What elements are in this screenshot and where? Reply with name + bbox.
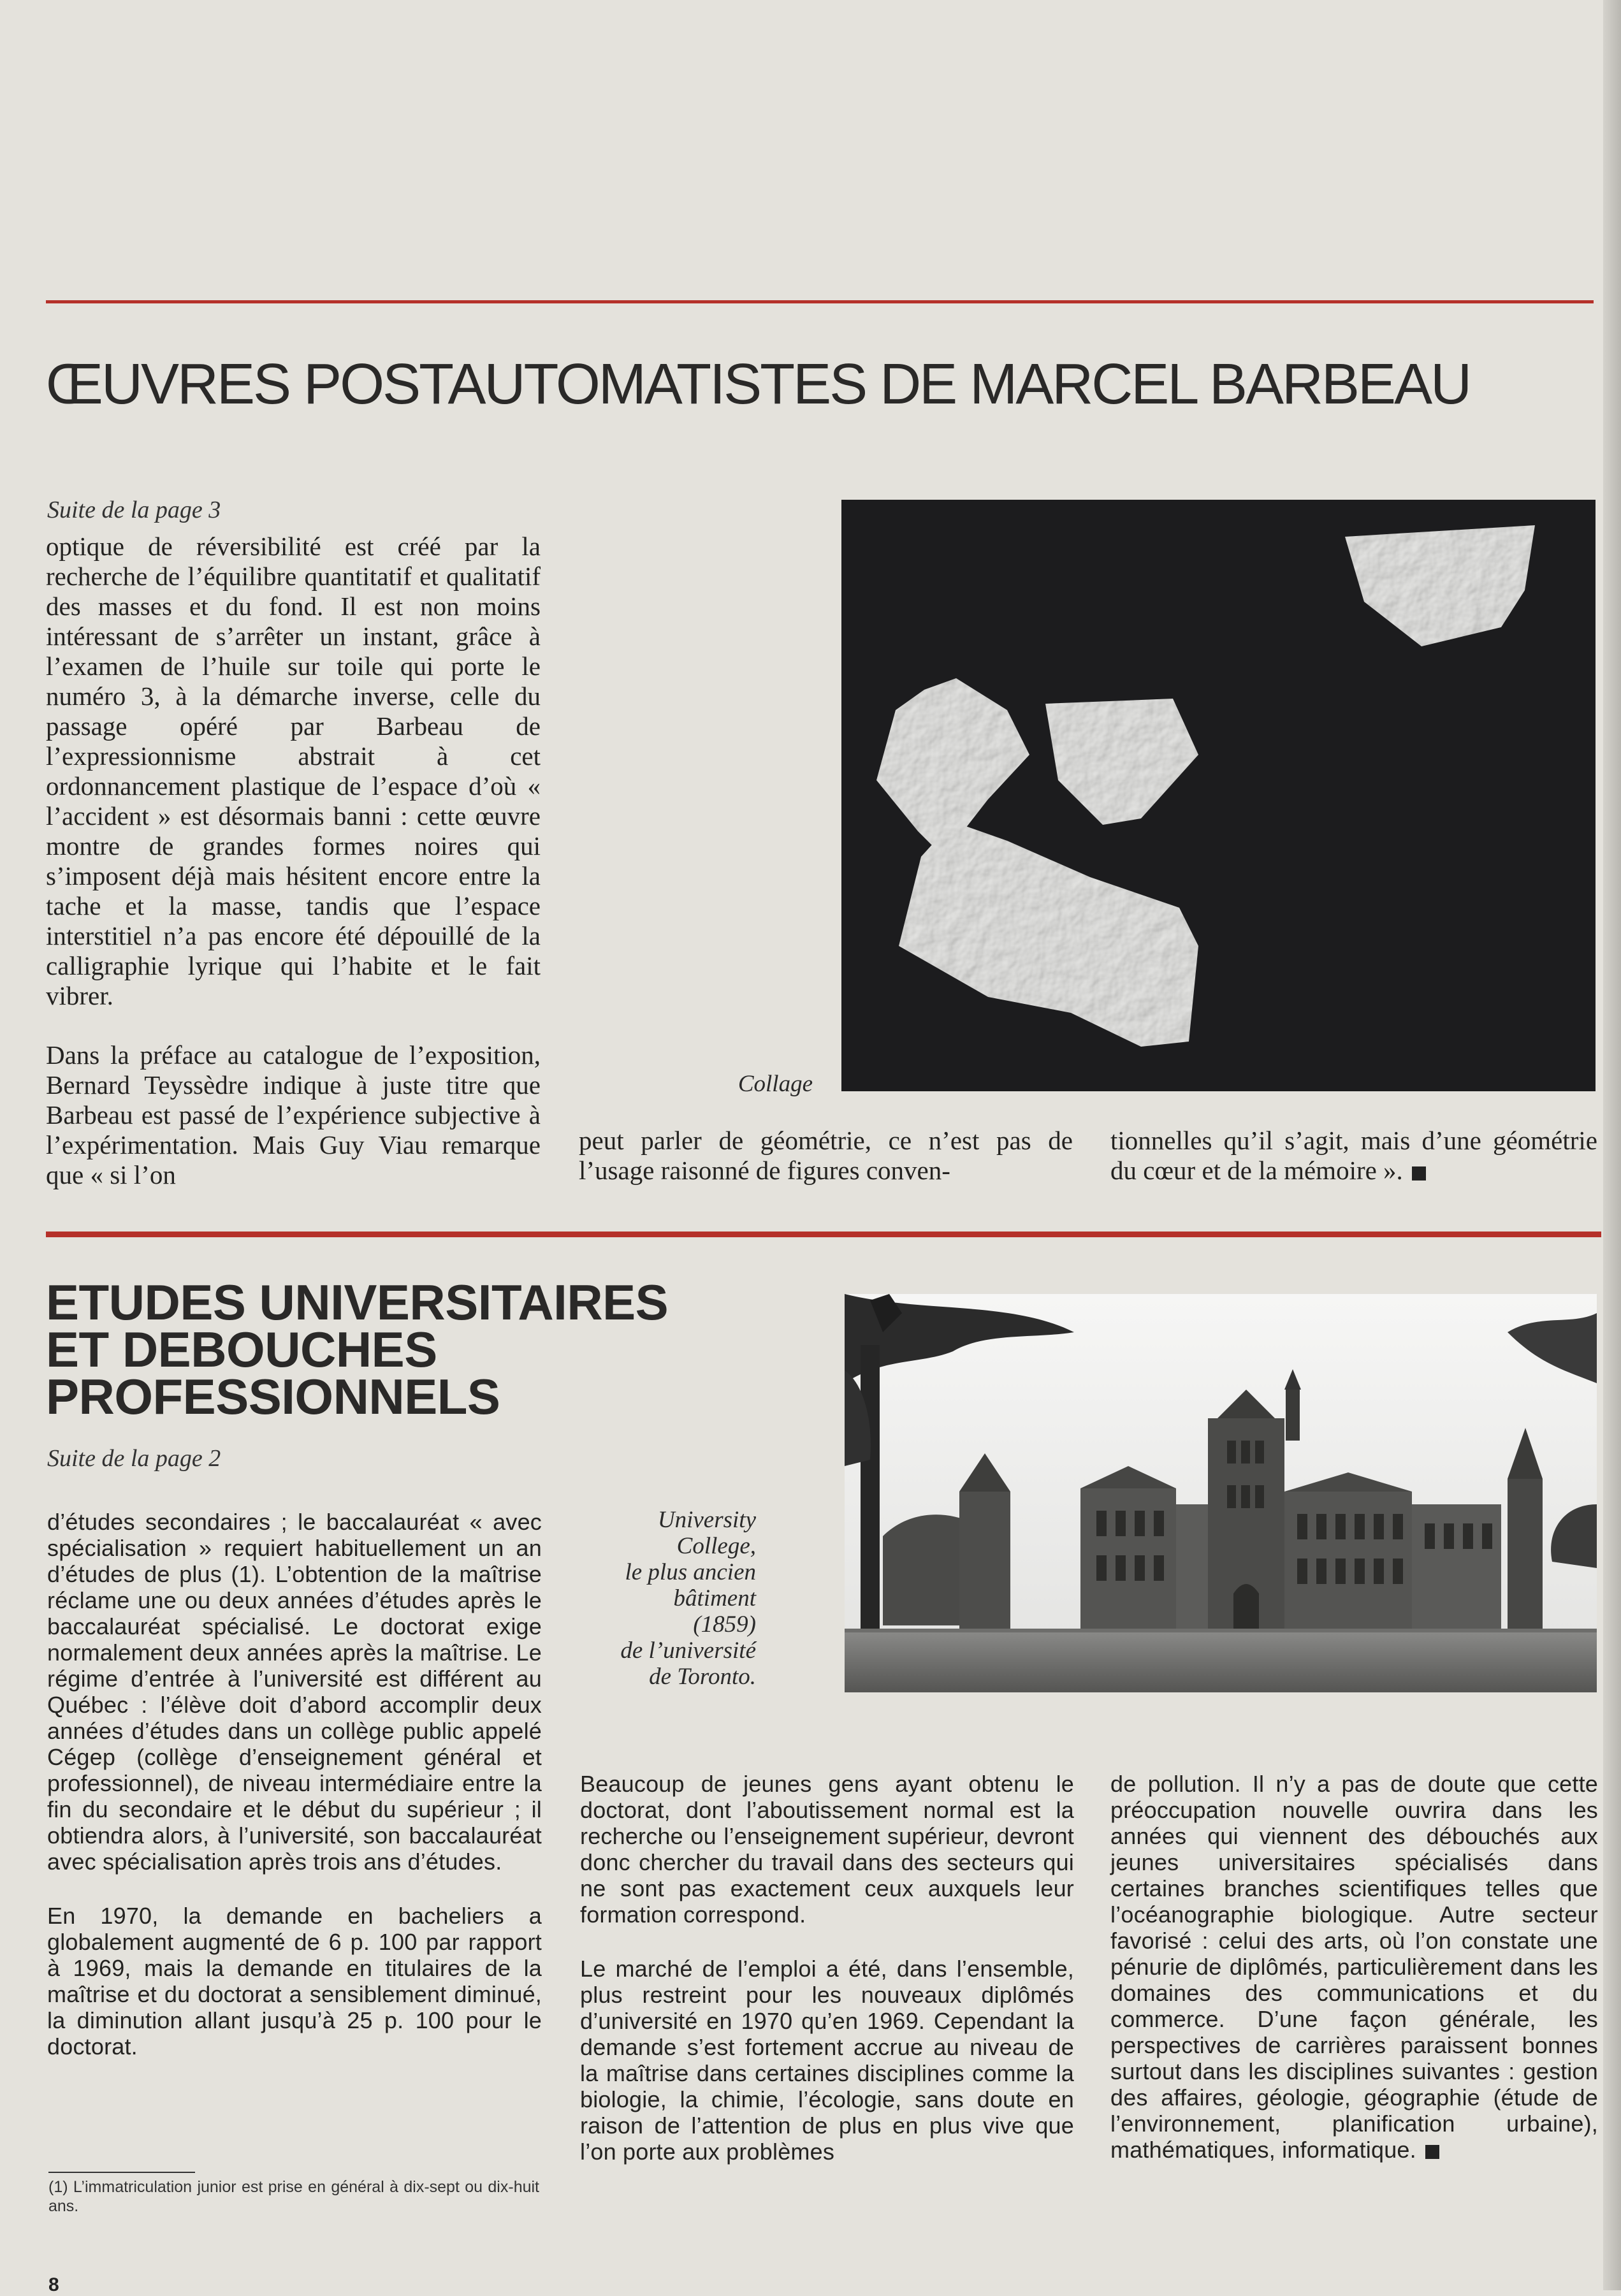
university-college-photo [845, 1294, 1597, 1692]
end-mark-icon [1425, 2145, 1439, 2159]
article1-col1-paragraph-2: Dans la préface au catalogue de l’exposition, Bernard Teyssèdre indique à juste titre que Barbeau est passé de l’expérience subjective à l’expérimentation. Mais Guy Viau remarque que « si l’on [46, 1040, 541, 1189]
article2-col1-paragraph-2: En 1970, la demande en bacheliers a globalement augmenté de 6 p. 100 par rapport à 1969, mais la demande en titulaires de la maîtrise et du doctorat a sensiblement diminué, la diminution allant jusqu’à 25 p. 100 pour le doctorat. [47, 1903, 542, 2060]
article1-col1-paragraph-1: optique de réversibilité est créé par la recherche de l’équilibre quantitatif et qualitatif des masses et du fond. Il est non moins intéressant de s’arrêter un instant, grâce à l’examen de l’huile sur toile qui porte le numéro 3, à la démarche inverse, celle du passage opéré par Barbeau de l’expressionnisme abstrait à cet ordonnancement plastique de l’espace d’où « l’accident » est désormais banni : cette œuvre montre de grandes formes noires qui s’imposent déjà mais hésitent encore entre la tache et la masse, tandis que l’espace interstitiel n’a pas encore été dépouillé de la calligraphie lyrique qui l’habite et le fait vibrer. [46, 532, 541, 1010]
caption-line-5: (1859) [693, 1611, 756, 1638]
paper-piece-3 [1045, 699, 1198, 825]
article1-title: ŒUVRES POSTAUTOMATISTES DE MARCEL BARBEAU [46, 352, 1471, 416]
article2-column-3 [1110, 1771, 1598, 2163]
article2-title-line-2: ET DEBOUCHES [46, 1321, 437, 1377]
collage-paper-shapes [841, 500, 1596, 1091]
page-number: 8 [48, 2274, 59, 2295]
paper-piece-1 [1345, 525, 1535, 646]
paper-piece-4 [899, 822, 1198, 1047]
top-rule [46, 300, 1594, 303]
university-college-illustration [845, 1294, 1597, 1692]
article2-col1-paragraph-1: d’études secondaires ; le baccalauréat « avec spécialisation » requiert habituellement un an d’études de plus (1). L’obtention de la maîtrise réclame une ou deux années d’études après le baccalauréat spécialisé. Le doctorat exige normalement deux années après la maîtrise. Le régime d’entrée à l’université est différent au Québec : l’élève doit d’abord accomplir deux années d’études dans un collège public appelé Cégep (collège d’enseignement général et professionnel), de niveau intermédiaire entre la fin du secondaire et le début du supérieur ; il obtiendra alors, à l’université, son baccalauréat avec spécialisation après trois ans d’études. [47, 1509, 542, 1875]
footnote-rule [48, 2172, 195, 2173]
article2-suite: Suite de la page 2 [47, 1445, 221, 1472]
article2-column-2 [580, 1771, 1074, 2165]
caption-line-6: de l’université [620, 1638, 756, 1664]
collage-photo [841, 500, 1596, 1091]
end-mark-icon [1412, 1166, 1426, 1181]
article1-column-3 [1110, 1126, 1597, 1186]
article1-suite: Suite de la page 3 [47, 497, 221, 523]
article2-col3-text: de pollution. Il n’y a pas de doute que cette préoccupation nouvelle ouvrira dans les années qui viennent des débouchés aux jeunes universitaires spécialisés dans certaines branches scientifiques telles que l’océanographie biologique. Autre secteur favorisé : celui des arts, où l’on constate une pénurie de diplômés, particulièrement dans les domaines des communications et du commerce. D’une façon générale, les perspectives de carrières paraissent bonnes surtout dans les disciplines suivantes : gestion des affaires, géologie, géographie (étude de l’environnement, planification urbaine), mathématiques, informatique. [1110, 1771, 1598, 2163]
article2-title [46, 1274, 811, 1425]
article2-col2-paragraph-2: Le marché de l’emploi a été, dans l’ensemble, plus restreint pour les nouveaux diplômés d’université en 1970 qu’en 1969. Cependant la demande s’est fortement accrue au niveau de la maîtrise dans certaines disciplines comme la biologie, la chimie, l’écologie, sans doute en raison de l’attention de plus en plus vive que l’on porte aux problèmes [580, 1956, 1074, 2165]
article2-col2-paragraph-1: Beaucoup de jeunes gens ayant obtenu le doctorat, dont l’aboutissement normal est la recherche ou l’enseignement supérieur, devront donc chercher du travail dans des secteurs qui ne sont pas exactement ceux auxquels leur formation correspond. [580, 1771, 1074, 1928]
university-college-caption [548, 1507, 756, 1690]
mid-rule [46, 1232, 1601, 1237]
article2-column-1 [47, 1509, 542, 2060]
caption-line-7: de Toronto. [649, 1664, 756, 1690]
article2-title-line-3: PROFESSIONNELS [46, 1369, 500, 1425]
caption-line-4: bâtiment [673, 1585, 756, 1611]
article2-title-line-1: ETUDES UNIVERSITAIRES [46, 1274, 669, 1330]
page-spine [1603, 0, 1621, 2290]
collage-caption: Collage [738, 1071, 813, 1097]
caption-line-2: College, [676, 1533, 756, 1559]
caption-line-3: le plus ancien [625, 1559, 756, 1585]
article1-col3-text: tionnelles qu’il s’agit, mais d’une géométrie du cœur et de la mémoire ». [1110, 1126, 1597, 1185]
footnote: (1) L’immatriculation junior est prise en général à dix-sept ou dix-huit ans. [48, 2178, 539, 2215]
caption-line-1: University [657, 1507, 756, 1533]
article1-column-2: peut parler de géométrie, ce n’est pas de l’usage raisonné de figures conven- [579, 1126, 1073, 1185]
article1-column-1 [46, 532, 541, 1190]
